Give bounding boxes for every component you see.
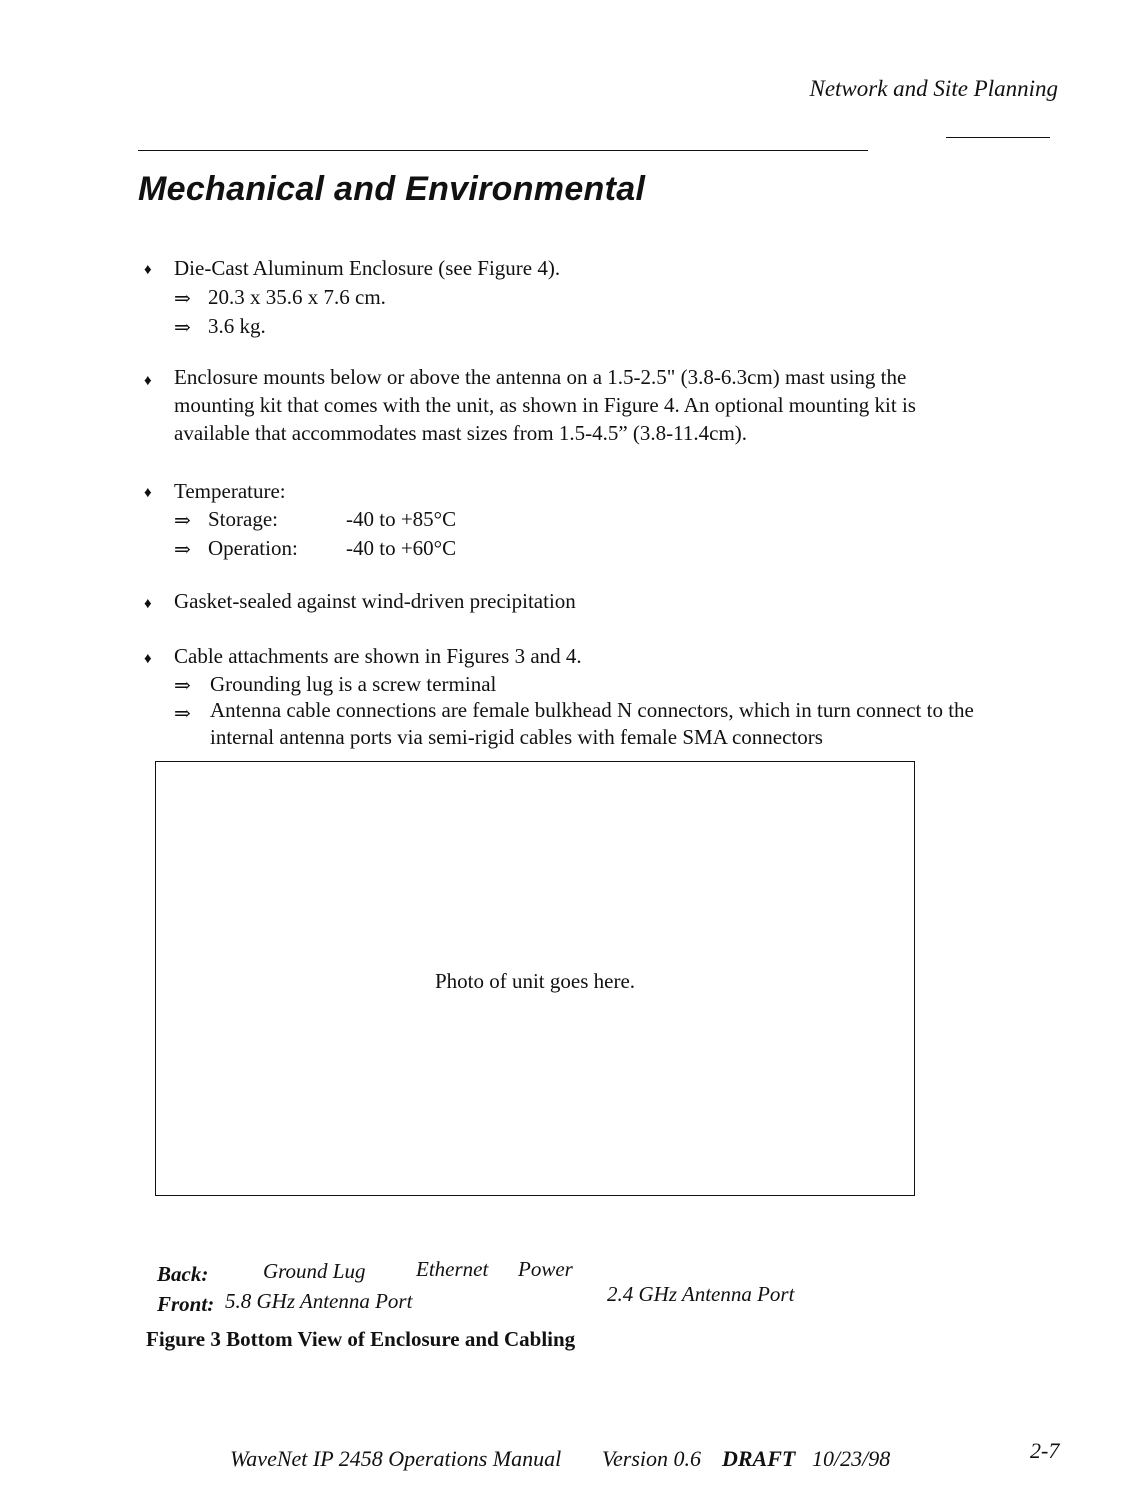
enclosure-text: Die-Cast Aluminum Enclosure (see Figure 4). [174,256,561,280]
ground-lug-label: Ground Lug [263,1259,366,1283]
photo-placeholder-box [155,761,915,1196]
section-title: Mechanical and Environmental [138,170,646,208]
footer-date: 10/23/98 [812,1446,891,1471]
temperature-heading: Temperature: [174,479,286,503]
power-label: Power [518,1257,573,1281]
arrow-icon: ⇒ [174,675,191,697]
footer-manual: WaveNet IP 2458 Operations Manual [230,1446,562,1471]
page-number: 2-7 [1030,1438,1060,1463]
back-label: Back: [157,1262,209,1286]
grounding-lug-text: Grounding lug is a screw terminal [210,672,497,696]
bullet-diamond-icon: ♦ [144,262,152,278]
running-header: Network and Site Planning [809,76,1058,101]
port-58-label: 5.8 GHz Antenna Port [225,1289,413,1313]
bullet-diamond-icon: ♦ [144,485,152,501]
port-24-label: 2.4 GHz Antenna Port [607,1282,795,1306]
mounting-line-2: mounting kit that comes with the unit, as shown in Figure 4. An optional mounting kit is [174,393,916,417]
footer-draft: DRAFT [722,1446,796,1471]
footer-version: Version 0.6 [602,1446,701,1471]
operation-value: -40 to +60°C [346,536,457,560]
cable-text: Cable attachments are shown in Figures 3 and 4. [174,644,582,668]
mounting-line-3: available that accommodates mast sizes from 1.5-4.5” (3.8-11.4cm). [174,421,748,445]
antenna-cable-line-1: Antenna cable connections are female bulkhead N connectors, which in turn connect to the [210,698,974,722]
bullet-diamond-icon: ♦ [144,373,152,389]
ethernet-label: Ethernet [416,1257,489,1281]
photo-placeholder-text: Photo of unit goes here. [434,969,636,993]
operation-label: Operation: [208,536,298,560]
header-rule-long [138,150,868,151]
arrow-icon: ⇒ [174,317,191,339]
header-rule-short [946,137,1050,138]
storage-label: Storage: [208,507,278,531]
storage-value: -40 to +85°C [346,507,457,531]
front-label: Front: [157,1292,215,1316]
enclosure-dimensions: 20.3 x 35.6 x 7.6 cm. [208,285,386,309]
mounting-line-1: Enclosure mounts below or above the antenna on a 1.5-2.5" (3.8-6.3cm) mast using the [174,365,907,389]
arrow-icon: ⇒ [174,510,191,532]
enclosure-weight: 3.6 kg. [208,314,266,338]
bullet-diamond-icon: ♦ [144,651,152,667]
arrow-icon: ⇒ [174,703,191,725]
arrow-icon: ⇒ [174,288,191,310]
antenna-cable-line-2: internal antenna ports via semi-rigid cables with female SMA connectors [210,725,823,749]
bullet-diamond-icon: ♦ [144,596,152,612]
arrow-icon: ⇒ [174,539,191,561]
gasket-text: Gasket-sealed against wind-driven precipitation [174,589,576,613]
figure-caption: Figure 3 Bottom View of Enclosure and Cabling [146,1327,576,1351]
